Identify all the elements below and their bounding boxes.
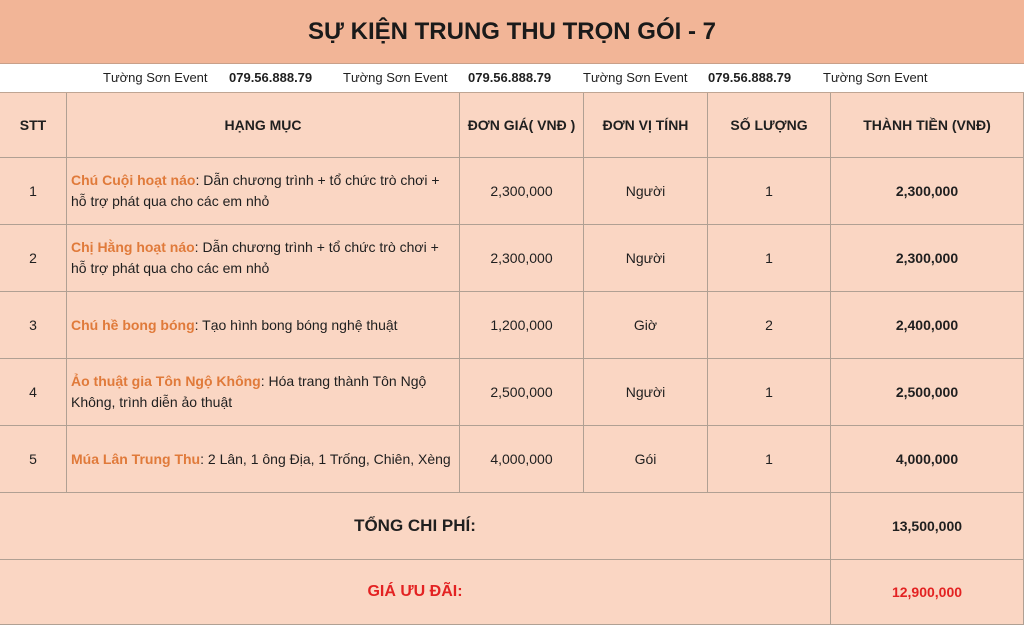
row-price: 2,300,000	[460, 158, 584, 225]
brand-text: Tường Sơn Event	[823, 70, 928, 85]
row-total: 2,500,000	[831, 359, 1024, 426]
header-stt: STT	[0, 93, 67, 158]
row-unit: Người	[584, 225, 708, 292]
discount-row	[0, 560, 1024, 625]
row-stt: 3	[0, 292, 67, 359]
row-item	[67, 359, 460, 426]
row-item	[67, 158, 460, 225]
item-desc: : Hóa trang thành Tôn Ngộ Không, trình diễn ảo thuật	[71, 373, 427, 410]
item-desc: : Tạo hình bong bóng nghệ thuật	[194, 316, 398, 333]
row-price: 2,500,000	[460, 359, 584, 426]
row-stt: 1	[0, 158, 67, 225]
table-row	[0, 359, 1024, 426]
item-name: Ảo thuật gia Tôn Ngộ Không	[71, 373, 261, 389]
header-item: HẠNG MỤC	[67, 93, 460, 158]
row-item	[67, 225, 460, 292]
item-name: Chú Cuội hoạt náo	[71, 172, 196, 188]
phone-text: 079.56.888.79	[468, 70, 552, 85]
page-title: SỰ KIỆN TRUNG THU TRỌN GÓI - 7	[0, 0, 1024, 64]
row-unit: Người	[584, 158, 708, 225]
brand-text: Tường Sơn Event	[583, 70, 688, 85]
row-stt: 2	[0, 225, 67, 292]
row-qty: 2	[708, 292, 831, 359]
row-total: 2,300,000	[831, 225, 1024, 292]
table-row	[0, 292, 1024, 359]
row-qty: 1	[708, 426, 831, 493]
row-qty: 1	[708, 158, 831, 225]
item-name: Chị Hằng hoạt náo	[71, 239, 195, 255]
header-unit: ĐƠN VỊ TÍNH	[584, 93, 708, 158]
header-qty: SỐ LƯỢNG	[708, 93, 831, 158]
item-name: Chú hề bong bóng	[71, 316, 195, 333]
contact-bar	[0, 64, 1024, 93]
row-stt: 5	[0, 426, 67, 493]
row-total: 4,000,000	[831, 426, 1024, 493]
phone-text: 079.56.888.79	[229, 70, 313, 85]
total-value: 13,500,000	[831, 493, 1024, 560]
brand-text: Tường Sơn Event	[103, 70, 208, 85]
row-item	[67, 426, 460, 493]
item-desc: : Dẫn chương trình + tổ chức trò chơi + hỗ trợ phát qua cho các em nhỏ	[71, 239, 439, 276]
discount-label: GIÁ ƯU ĐÃI:	[0, 560, 831, 625]
table-row	[0, 426, 1024, 493]
row-price: 2,300,000	[460, 225, 584, 292]
row-item	[67, 292, 460, 359]
row-total: 2,300,000	[831, 158, 1024, 225]
table-row	[0, 158, 1024, 225]
row-qty: 1	[708, 225, 831, 292]
header-unit-price: ĐƠN GIÁ( VNĐ )	[460, 93, 584, 158]
row-unit: Người	[584, 359, 708, 426]
price-table	[0, 93, 1024, 625]
row-price: 1,200,000	[460, 292, 584, 359]
brand-text: Tường Sơn Event	[343, 70, 448, 85]
item-desc: : Dẫn chương trình + tổ chức trò chơi + hỗ trợ phát qua cho các em nhỏ	[71, 172, 440, 209]
table-row	[0, 225, 1024, 292]
row-price: 4,000,000	[460, 426, 584, 493]
row-unit: Giờ	[584, 292, 708, 359]
table-header	[0, 93, 1024, 158]
item-desc: : 2 Lân, 1 ông Địa, 1 Trống, Chiên, Xèng	[200, 450, 451, 467]
row-unit: Gói	[584, 426, 708, 493]
row-stt: 4	[0, 359, 67, 426]
total-label: TỔNG CHI PHÍ:	[0, 493, 831, 560]
row-qty: 1	[708, 359, 831, 426]
discount-value: 12,900,000	[831, 560, 1024, 625]
item-name: Múa Lân Trung Thu	[71, 450, 201, 467]
header-total: THÀNH TIỀN (VNĐ)	[831, 93, 1024, 158]
row-total: 2,400,000	[831, 292, 1024, 359]
total-row	[0, 493, 1024, 560]
phone-text: 079.56.888.79	[708, 70, 792, 85]
